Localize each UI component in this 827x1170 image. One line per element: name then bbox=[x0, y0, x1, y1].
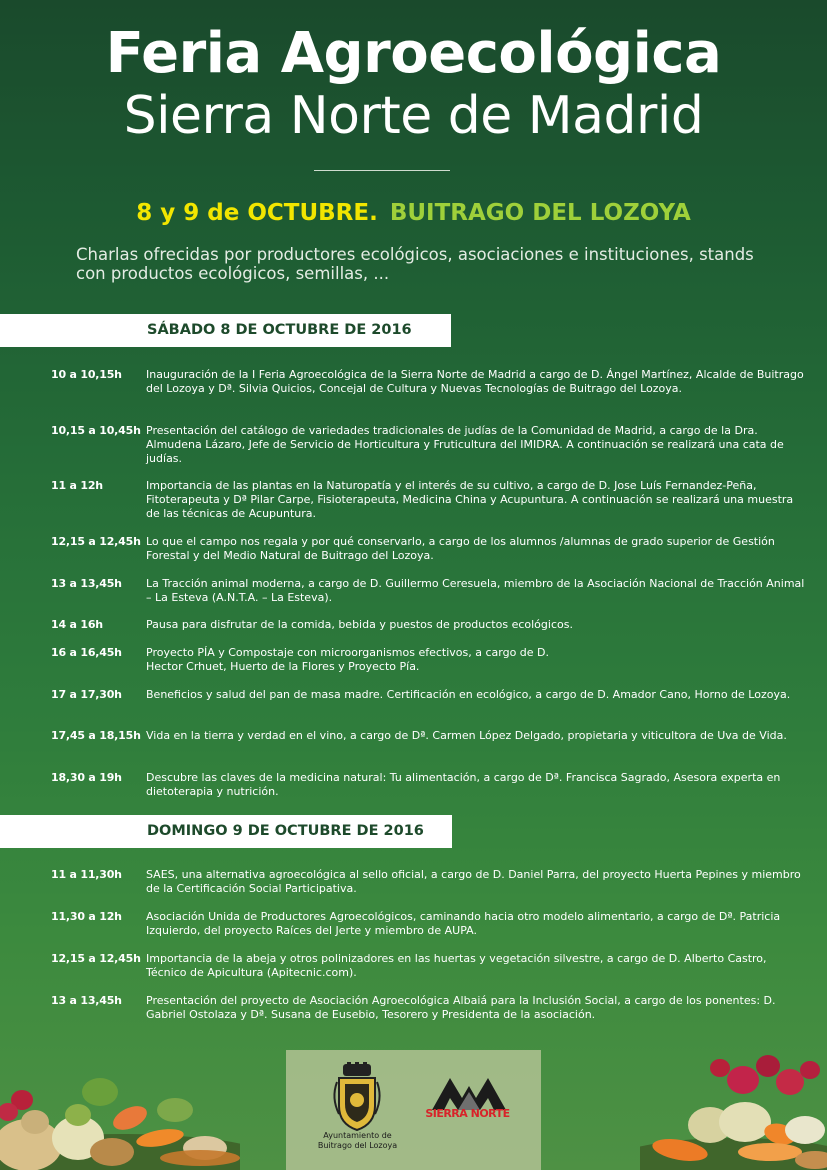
schedule-description: Inauguración de la I Feria Agroecológica de la Sierra Norte de Madrid a cargo de D. Ángel Martínez, Alcalde de Buitrago del Lozoya y Dª. Silvia Quicios, Concejal de Cultura y Nuevas Tecnologías de Buitrago del Lozoya. bbox=[146, 368, 804, 395]
schedule-time: 11 a 11,30h bbox=[51, 868, 122, 881]
schedule-description: Presentación del proyecto de Asociación Agroecológica Albaiá para la Inclusión Social, a cargo de los ponentes: D. Gabriel Ostolaza y Dª. Susana de Eusebio, Tesorero y Presidenta de la asociación. bbox=[146, 994, 776, 1021]
sierra-norte-logo-text: SIERRA NORTE bbox=[425, 1107, 510, 1120]
schedule-time: 13 a 13,45h bbox=[51, 994, 122, 1007]
schedule-time: 17,45 a 18,15h bbox=[51, 729, 141, 742]
schedule-description: Descubre las claves de la medicina natural: Tu alimentación, a cargo de Dª. Francisca Sagrado, Asesora experta en dietoterapia y nutrición. bbox=[146, 771, 781, 798]
schedule-time: 18,30 a 19h bbox=[51, 771, 122, 784]
schedule-time: 11,30 a 12h bbox=[51, 910, 122, 923]
schedule-description: Beneficios y salud del pan de masa madre. Certificación en ecológico, a cargo de D. Amador Cano, Horno de Lozoya. bbox=[146, 688, 791, 701]
vegetables-image-left bbox=[0, 1040, 240, 1170]
saturday-heading: SÁBADO 8 DE OCTUBRE DE 2016 bbox=[147, 322, 412, 338]
schedule-description: SAES, una alternativa agroecológica al sello oficial, a cargo de D. Daniel Parra, del proyecto Huerta Pepines y miembro de la Certificación Social Participativa. bbox=[146, 868, 801, 895]
sunday-heading-band bbox=[0, 815, 452, 848]
schedule-description: Lo que el campo nos regala y por qué conservarlo, a cargo de los alumnos /alumnas de grado superior de Gestión Forestal y del Medio Natural de Buitrago del Lozoya. bbox=[146, 535, 775, 562]
saturday-heading-band bbox=[0, 314, 451, 347]
schedule-description: Vida en la tierra y verdad en el vino, a cargo de Dª. Carmen López Delgado, propietaria y viticultora de Uva de Vida. bbox=[146, 729, 787, 742]
poster-title-line1: Feria Agroecológica bbox=[105, 21, 722, 86]
schedule-description: La Tracción animal moderna, a cargo de D. Guillermo Ceresuela, miembro de la Asociación Nacional de Tracción Animal – La Esteva (A.N.T.A. – La Esteva). bbox=[146, 577, 805, 604]
schedule-time: 14 a 16h bbox=[51, 618, 103, 631]
schedule-description: Pausa para disfrutar de la comida, bebida y puestos de productos ecológicos. bbox=[146, 618, 573, 631]
date-location-line bbox=[0, 196, 827, 230]
schedule-time: 10,15 a 10,45h bbox=[51, 424, 141, 437]
schedule-description: Asociación Unida de Productores Agroecológicos, caminando hacia otro modelo alimentario, a cargo de Dª. Patricia Izquierdo, del proyecto Raíces del Jerte y miembro de AUPA. bbox=[146, 910, 781, 937]
schedule-time: 11 a 12h bbox=[51, 479, 103, 492]
event-date: 8 y 9 de OCTUBRE. bbox=[136, 200, 378, 226]
vegetables-image-right bbox=[640, 1040, 827, 1170]
schedule-time: 10 a 10,15h bbox=[51, 368, 122, 381]
schedule-description: Presentación del catálogo de variedades tradicionales de judías de la Comunidad de Madrid, a cargo de la Dra. Almudena Lázaro, Jefe de Servicio de Horticultura y Fruticultura del IMIDRA. A continuación se realizará una cata de judías. bbox=[146, 424, 784, 465]
schedule-description: Proyecto PÍA y Compostaje con microorganismos efectivos, a cargo de D. Hector Crhuet, Huerto de la Flores y Proyecto Pía. bbox=[146, 646, 550, 673]
schedule-description: Importancia de la abeja y otros polinizadores en las huertas y vegetación silvestre, a cargo de D. Alberto Castro, Técnico de Apicultura (Apitecnic.com). bbox=[146, 952, 767, 979]
schedule-time: 12,15 a 12,45h bbox=[51, 535, 141, 548]
crest-caption-line2: Buitrago del Lozoya bbox=[317, 1141, 398, 1150]
schedule-description: Importancia de las plantas en la Naturopatía y el interés de su cultivo, a cargo de D. Jose Luís Fernandez-Peña, Fitoterapeuta y Dª Pilar Carpe, Fisioterapeuta, Medicina China y Acupuntura. A continuación se realizará una muestra de las técnicas de Acupuntura. bbox=[146, 479, 794, 520]
schedule-time: 12,15 a 12,45h bbox=[51, 952, 141, 965]
schedule-time: 17 a 17,30h bbox=[51, 688, 122, 701]
title-divider bbox=[314, 170, 450, 171]
schedule-time: 13 a 13,45h bbox=[51, 577, 122, 590]
sunday-heading: DOMINGO 9 DE OCTUBRE DE 2016 bbox=[147, 823, 424, 839]
sierra-norte-logo-icon bbox=[428, 1076, 510, 1110]
crest-caption bbox=[300, 1131, 415, 1151]
intro-text: Charlas ofrecidas por productores ecológicos, asociaciones e instituciones, stands con productos ecológicos, semillas, ... bbox=[76, 245, 754, 283]
town-crest-icon bbox=[329, 1062, 385, 1132]
crest-caption-line1: Ayuntamiento de bbox=[323, 1131, 392, 1140]
schedule-time: 16 a 16,45h bbox=[51, 646, 122, 659]
poster-title-line2: Sierra Norte de Madrid bbox=[123, 86, 704, 146]
event-place: BUITRAGO DEL LOZOYA bbox=[389, 200, 691, 226]
